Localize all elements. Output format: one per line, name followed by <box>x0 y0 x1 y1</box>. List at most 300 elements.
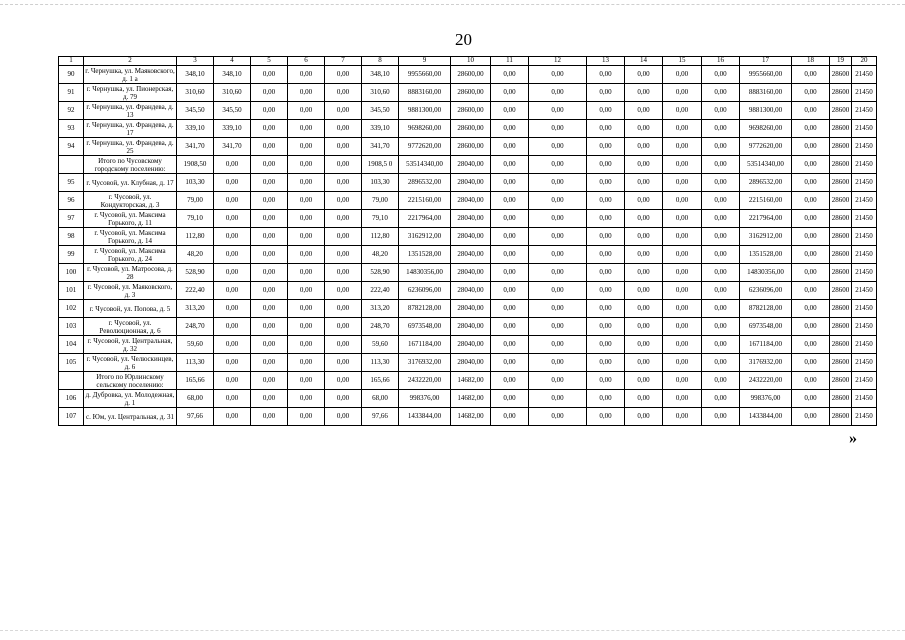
value-cell: 0,00 <box>325 372 362 390</box>
column-number-cell: 20 <box>852 57 877 66</box>
value-cell: 0,00 <box>288 246 325 264</box>
value-cell: 0,00 <box>792 138 830 156</box>
value-cell: 28040,00 <box>451 354 491 372</box>
value-cell: 48,20 <box>362 246 399 264</box>
value-cell: 528,90 <box>177 264 214 282</box>
row-number-cell: 90 <box>59 66 84 84</box>
table-row <box>59 318 877 336</box>
row-number-cell: 93 <box>59 120 84 138</box>
value-cell: 79,10 <box>177 210 214 228</box>
value-cell: 0,00 <box>702 84 740 102</box>
value-cell: 28600 <box>830 408 852 426</box>
value-cell: 0,00 <box>625 354 663 372</box>
value-cell: 28040,00 <box>451 336 491 354</box>
value-cell: 0,00 <box>491 390 529 408</box>
value-cell: 0,00 <box>625 174 663 192</box>
value-cell: 59,60 <box>362 336 399 354</box>
value-cell: 0,00 <box>663 246 702 264</box>
value-cell: 0,00 <box>288 408 325 426</box>
page-number: 20 <box>455 30 472 49</box>
value-cell: 6973548,00 <box>399 318 451 336</box>
row-number-cell: 107 <box>59 408 84 426</box>
value-cell: 0,00 <box>325 264 362 282</box>
value-cell: 0,00 <box>325 66 362 84</box>
value-cell: 28040,00 <box>451 282 491 300</box>
value-cell: 0,00 <box>663 120 702 138</box>
value-cell: 0,00 <box>792 210 830 228</box>
end-quote-mark: » <box>849 430 857 447</box>
value-cell: 0,00 <box>663 156 702 174</box>
value-cell: 28600 <box>830 174 852 192</box>
column-number-cell: 8 <box>362 57 399 66</box>
value-cell: 28040,00 <box>451 192 491 210</box>
value-cell: 0,00 <box>663 102 702 120</box>
value-cell: 113,30 <box>362 354 399 372</box>
value-cell: 0,00 <box>625 336 663 354</box>
value-cell: 0,00 <box>491 138 529 156</box>
value-cell: 28600,00 <box>451 102 491 120</box>
value-cell: 339,10 <box>177 120 214 138</box>
housing-register-table <box>58 56 877 426</box>
value-cell: 0,00 <box>251 300 288 318</box>
value-cell: 14682,00 <box>451 390 491 408</box>
value-cell: 0,00 <box>625 102 663 120</box>
value-cell: 248,70 <box>177 318 214 336</box>
value-cell: 9698260,00 <box>740 120 792 138</box>
table-row <box>59 282 877 300</box>
row-number-cell: 105 <box>59 354 84 372</box>
value-cell: 165,66 <box>177 372 214 390</box>
value-cell: 28040,00 <box>451 264 491 282</box>
value-cell: 28040,00 <box>451 210 491 228</box>
value-cell: 0,00 <box>663 408 702 426</box>
value-cell: 0,00 <box>625 228 663 246</box>
value-cell: 0,00 <box>792 282 830 300</box>
value-cell: 165,66 <box>362 372 399 390</box>
value-cell: 28040,00 <box>451 156 491 174</box>
row-number-cell: 96 <box>59 192 84 210</box>
value-cell: 0,00 <box>587 84 625 102</box>
value-cell: 21450 <box>852 192 877 210</box>
value-cell: 28600,00 <box>451 84 491 102</box>
value-cell: 0,00 <box>663 228 702 246</box>
column-number-cell: 14 <box>625 57 663 66</box>
value-cell: 0,00 <box>702 156 740 174</box>
value-cell: 0,00 <box>792 102 830 120</box>
value-cell: 0,00 <box>491 246 529 264</box>
value-cell: 0,00 <box>251 390 288 408</box>
column-number-cell: 9 <box>399 57 451 66</box>
value-cell: 0,00 <box>663 354 702 372</box>
value-cell: 2896532,00 <box>399 174 451 192</box>
value-cell: 112,80 <box>362 228 399 246</box>
value-cell: 21450 <box>852 300 877 318</box>
value-cell: 0,00 <box>663 174 702 192</box>
value-cell: 0,00 <box>702 246 740 264</box>
value-cell: 0,00 <box>491 408 529 426</box>
value-cell: 0,00 <box>214 264 251 282</box>
value-cell: 9955660,00 <box>740 66 792 84</box>
value-cell: 28040,00 <box>451 300 491 318</box>
table-row <box>59 138 877 156</box>
value-cell: 0,00 <box>251 318 288 336</box>
value-cell: 0,00 <box>702 390 740 408</box>
value-cell: 0,00 <box>491 66 529 84</box>
value-cell: 0,00 <box>529 264 587 282</box>
value-cell: 0,00 <box>702 66 740 84</box>
value-cell: 345,50 <box>214 102 251 120</box>
address-cell: Итого по Юрлинскому сельскому поселению: <box>84 372 177 390</box>
value-cell: 21450 <box>852 66 877 84</box>
address-cell: г. Чернушка, ул. Франдева, д. 13 <box>84 102 177 120</box>
value-cell: 0,00 <box>288 156 325 174</box>
value-cell: 28040,00 <box>451 228 491 246</box>
value-cell: 21450 <box>852 354 877 372</box>
table-row <box>59 408 877 426</box>
value-cell: 528,90 <box>362 264 399 282</box>
value-cell: 0,00 <box>529 390 587 408</box>
value-cell: 0,00 <box>288 192 325 210</box>
row-number-cell: 95 <box>59 174 84 192</box>
value-cell: 0,00 <box>214 210 251 228</box>
value-cell: 0,00 <box>663 138 702 156</box>
value-cell: 0,00 <box>491 210 529 228</box>
value-cell: 28600,00 <box>451 120 491 138</box>
value-cell: 310,60 <box>362 84 399 102</box>
value-cell: 28600 <box>830 318 852 336</box>
value-cell: 28040,00 <box>451 174 491 192</box>
value-cell: 8782128,00 <box>399 300 451 318</box>
value-cell: 0,00 <box>792 174 830 192</box>
value-cell: 0,00 <box>491 228 529 246</box>
value-cell: 0,00 <box>491 354 529 372</box>
value-cell: 0,00 <box>792 246 830 264</box>
value-cell: 1351528,00 <box>399 246 451 264</box>
table-row <box>59 336 877 354</box>
value-cell: 0,00 <box>702 120 740 138</box>
value-cell: 310,60 <box>177 84 214 102</box>
value-cell: 0,00 <box>529 318 587 336</box>
value-cell: 1351528,00 <box>740 246 792 264</box>
value-cell: 0,00 <box>529 336 587 354</box>
value-cell: 28600 <box>830 390 852 408</box>
value-cell: 3162912,00 <box>740 228 792 246</box>
value-cell: 0,00 <box>214 408 251 426</box>
value-cell: 0,00 <box>325 174 362 192</box>
value-cell: 9881300,00 <box>740 102 792 120</box>
value-cell: 28600 <box>830 66 852 84</box>
value-cell: 79,00 <box>177 192 214 210</box>
value-cell: 28600 <box>830 102 852 120</box>
value-cell: 0,00 <box>625 192 663 210</box>
value-cell: 0,00 <box>792 228 830 246</box>
value-cell: 0,00 <box>587 282 625 300</box>
value-cell: 0,00 <box>663 66 702 84</box>
value-cell: 348,10 <box>362 66 399 84</box>
value-cell: 0,00 <box>491 372 529 390</box>
row-number-cell: 106 <box>59 390 84 408</box>
address-cell: с. Юм, ул. Центральная, д. 31 <box>84 408 177 426</box>
value-cell: 0,00 <box>529 372 587 390</box>
value-cell: 0,00 <box>251 246 288 264</box>
subtotal-row <box>59 156 877 174</box>
value-cell: 0,00 <box>325 282 362 300</box>
value-cell: 0,00 <box>491 192 529 210</box>
value-cell: 0,00 <box>288 282 325 300</box>
value-cell: 0,00 <box>251 156 288 174</box>
value-cell: 28600 <box>830 192 852 210</box>
value-cell: 339,10 <box>214 120 251 138</box>
value-cell: 345,50 <box>177 102 214 120</box>
value-cell: 0,00 <box>491 102 529 120</box>
value-cell: 28600 <box>830 138 852 156</box>
value-cell: 248,70 <box>362 318 399 336</box>
value-cell: 0,00 <box>288 174 325 192</box>
scan-edge-bottom <box>0 630 905 632</box>
column-number-cell: 6 <box>288 57 325 66</box>
address-cell: г. Чусовой, ул. Максима Горького, д. 11 <box>84 210 177 228</box>
value-cell: 0,00 <box>491 264 529 282</box>
value-cell: 0,00 <box>792 354 830 372</box>
value-cell: 0,00 <box>587 192 625 210</box>
value-cell: 0,00 <box>214 156 251 174</box>
value-cell: 0,00 <box>325 84 362 102</box>
value-cell: 0,00 <box>587 210 625 228</box>
value-cell: 0,00 <box>587 354 625 372</box>
value-cell: 998376,00 <box>740 390 792 408</box>
value-cell: 0,00 <box>587 372 625 390</box>
value-cell: 0,00 <box>702 354 740 372</box>
value-cell: 0,00 <box>288 390 325 408</box>
value-cell: 14682,00 <box>451 408 491 426</box>
value-cell: 21450 <box>852 210 877 228</box>
value-cell: 0,00 <box>625 210 663 228</box>
value-cell: 0,00 <box>529 408 587 426</box>
value-cell: 21450 <box>852 156 877 174</box>
value-cell: 0,00 <box>587 336 625 354</box>
value-cell: 0,00 <box>325 300 362 318</box>
value-cell: 28040,00 <box>451 318 491 336</box>
value-cell: 48,20 <box>177 246 214 264</box>
value-cell: 103,30 <box>177 174 214 192</box>
row-number-cell: 97 <box>59 210 84 228</box>
value-cell: 0,00 <box>325 408 362 426</box>
value-cell: 313,20 <box>362 300 399 318</box>
value-cell: 0,00 <box>529 84 587 102</box>
row-number-cell: 92 <box>59 102 84 120</box>
value-cell: 0,00 <box>663 84 702 102</box>
value-cell: 1908,50 <box>177 156 214 174</box>
value-cell: 14830356,00 <box>740 264 792 282</box>
table-row <box>59 354 877 372</box>
value-cell: 0,00 <box>587 390 625 408</box>
value-cell: 0,00 <box>625 282 663 300</box>
value-cell: 0,00 <box>792 264 830 282</box>
row-number-cell: 104 <box>59 336 84 354</box>
value-cell: 0,00 <box>214 246 251 264</box>
value-cell: 21450 <box>852 282 877 300</box>
table-row <box>59 192 877 210</box>
value-cell: 0,00 <box>587 156 625 174</box>
value-cell: 998376,00 <box>399 390 451 408</box>
table-row <box>59 390 877 408</box>
address-cell: г. Чусовой, ул. Матросова, д. 28 <box>84 264 177 282</box>
value-cell: 0,00 <box>702 318 740 336</box>
value-cell: 0,00 <box>702 300 740 318</box>
value-cell: 341,70 <box>214 138 251 156</box>
value-cell: 0,00 <box>214 174 251 192</box>
value-cell: 1433844,00 <box>399 408 451 426</box>
address-cell: г. Чернушка, ул. Пионерская, д. 79 <box>84 84 177 102</box>
table-row <box>59 210 877 228</box>
value-cell: 0,00 <box>529 282 587 300</box>
value-cell: 28600 <box>830 372 852 390</box>
value-cell: 0,00 <box>702 264 740 282</box>
value-cell: 1671184,00 <box>740 336 792 354</box>
value-cell: 0,00 <box>288 318 325 336</box>
value-cell: 0,00 <box>663 318 702 336</box>
value-cell: 3162912,00 <box>399 228 451 246</box>
value-cell: 28600 <box>830 300 852 318</box>
value-cell: 0,00 <box>792 300 830 318</box>
value-cell: 0,00 <box>325 210 362 228</box>
value-cell: 0,00 <box>214 336 251 354</box>
value-cell: 0,00 <box>625 318 663 336</box>
value-cell: 0,00 <box>587 174 625 192</box>
value-cell: 2215160,00 <box>399 192 451 210</box>
value-cell: 0,00 <box>251 174 288 192</box>
value-cell: 0,00 <box>625 66 663 84</box>
value-cell: 0,00 <box>702 282 740 300</box>
value-cell: 0,00 <box>325 336 362 354</box>
value-cell: 0,00 <box>625 156 663 174</box>
value-cell: 2215160,00 <box>740 192 792 210</box>
value-cell: 0,00 <box>529 174 587 192</box>
value-cell: 21450 <box>852 174 877 192</box>
value-cell: 0,00 <box>702 372 740 390</box>
column-number-cell: 18 <box>792 57 830 66</box>
value-cell: 0,00 <box>587 66 625 84</box>
value-cell: 9955660,00 <box>399 66 451 84</box>
column-number-row <box>59 57 877 66</box>
address-cell: г. Чусовой, ул. Маяковского, д. 3 <box>84 282 177 300</box>
value-cell: 28600 <box>830 228 852 246</box>
value-cell: 0,00 <box>251 210 288 228</box>
address-cell: д. Дубровка, ул. Молодежная, д. 1 <box>84 390 177 408</box>
value-cell: 0,00 <box>251 192 288 210</box>
value-cell: 6973548,00 <box>740 318 792 336</box>
value-cell: 310,60 <box>214 84 251 102</box>
value-cell: 112,80 <box>177 228 214 246</box>
value-cell: 0,00 <box>529 156 587 174</box>
value-cell: 0,00 <box>491 336 529 354</box>
value-cell: 0,00 <box>325 228 362 246</box>
value-cell: 28600 <box>830 120 852 138</box>
value-cell: 21450 <box>852 318 877 336</box>
table-row <box>59 246 877 264</box>
value-cell: 0,00 <box>625 390 663 408</box>
value-cell: 0,00 <box>529 120 587 138</box>
value-cell: 341,70 <box>362 138 399 156</box>
value-cell: 0,00 <box>792 336 830 354</box>
value-cell: 0,00 <box>491 84 529 102</box>
value-cell: 28600 <box>830 264 852 282</box>
value-cell: 0,00 <box>529 354 587 372</box>
value-cell: 0,00 <box>288 372 325 390</box>
value-cell: 0,00 <box>529 192 587 210</box>
value-cell: 0,00 <box>792 408 830 426</box>
value-cell: 0,00 <box>792 84 830 102</box>
value-cell: 0,00 <box>491 318 529 336</box>
value-cell: 0,00 <box>587 120 625 138</box>
value-cell: 0,00 <box>325 138 362 156</box>
value-cell: 0,00 <box>251 354 288 372</box>
value-cell: 68,00 <box>177 390 214 408</box>
value-cell: 0,00 <box>251 120 288 138</box>
value-cell: 0,00 <box>587 246 625 264</box>
value-cell: 222,40 <box>177 282 214 300</box>
column-number-cell: 13 <box>587 57 625 66</box>
address-cell: г. Чусовой, ул. Центральная, д. 32 <box>84 336 177 354</box>
value-cell: 0,00 <box>251 408 288 426</box>
value-cell: 0,00 <box>625 246 663 264</box>
value-cell: 9772620,00 <box>740 138 792 156</box>
value-cell: 0,00 <box>491 174 529 192</box>
value-cell: 59,60 <box>177 336 214 354</box>
value-cell: 28600 <box>830 84 852 102</box>
address-cell: г. Чусовой, ул. Максима Горького, д. 14 <box>84 228 177 246</box>
value-cell: 0,00 <box>702 210 740 228</box>
value-cell: 0,00 <box>663 210 702 228</box>
value-cell: 0,00 <box>529 210 587 228</box>
value-cell: 28600 <box>830 282 852 300</box>
value-cell: 348,10 <box>177 66 214 84</box>
value-cell: 53514340,00 <box>399 156 451 174</box>
address-cell: г. Чусовой, ул. Клубная, д. 17 <box>84 174 177 192</box>
value-cell: 0,00 <box>251 138 288 156</box>
column-number-cell: 1 <box>59 57 84 66</box>
value-cell: 21450 <box>852 138 877 156</box>
address-cell: Итого по Чусовскому городскому поселению: <box>84 156 177 174</box>
value-cell: 1908,5 0 <box>362 156 399 174</box>
value-cell: 0,00 <box>663 336 702 354</box>
table-row <box>59 228 877 246</box>
value-cell: 0,00 <box>288 228 325 246</box>
value-cell: 97,66 <box>362 408 399 426</box>
value-cell: 0,00 <box>251 66 288 84</box>
value-cell: 0,00 <box>325 318 362 336</box>
value-cell: 0,00 <box>325 156 362 174</box>
value-cell: 0,00 <box>529 138 587 156</box>
value-cell: 0,00 <box>625 300 663 318</box>
value-cell: 6236096,00 <box>399 282 451 300</box>
value-cell: 21450 <box>852 336 877 354</box>
value-cell: 21450 <box>852 246 877 264</box>
value-cell: 0,00 <box>214 300 251 318</box>
value-cell: 0,00 <box>702 174 740 192</box>
value-cell: 0,00 <box>625 372 663 390</box>
column-number-cell: 11 <box>491 57 529 66</box>
value-cell: 0,00 <box>288 354 325 372</box>
value-cell: 0,00 <box>491 156 529 174</box>
value-cell: 0,00 <box>792 156 830 174</box>
value-cell: 0,00 <box>587 102 625 120</box>
value-cell: 0,00 <box>529 246 587 264</box>
value-cell: 0,00 <box>529 300 587 318</box>
value-cell: 9698260,00 <box>399 120 451 138</box>
value-cell: 28600 <box>830 210 852 228</box>
value-cell: 0,00 <box>663 282 702 300</box>
